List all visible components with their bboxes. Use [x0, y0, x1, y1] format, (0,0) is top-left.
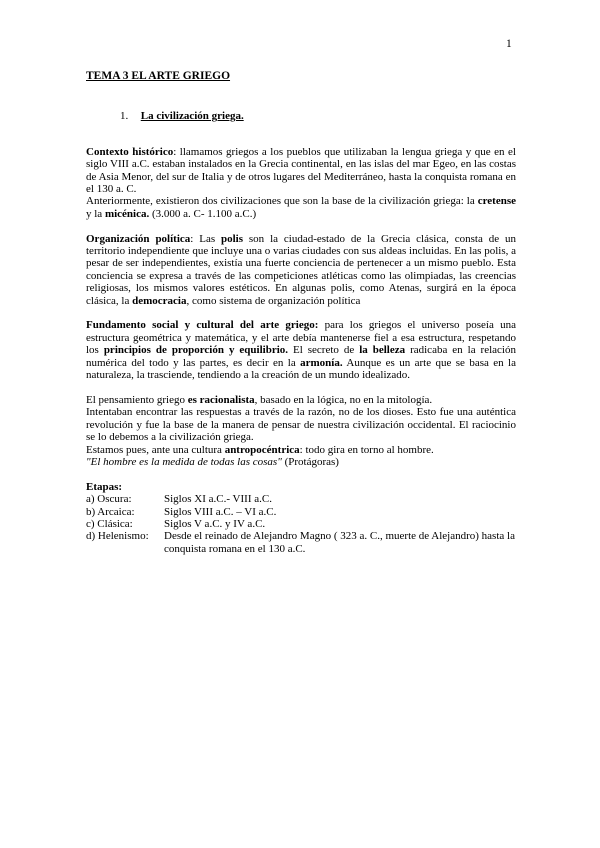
text: : todo gira en torno al hombre. — [299, 443, 434, 456]
term-micenica: micénica. — [104, 207, 150, 220]
text: : Las — [190, 232, 221, 245]
term-belleza: la belleza — [359, 344, 406, 357]
term-fundamento: Fundamento social y cultural del arte griego: — [86, 319, 319, 332]
document-title: TEMA 3 EL ARTE GRIEGO — [86, 70, 231, 82]
text: Aunque es un arte que se basa en la naturaleza, la trasciende, tendiendo a la creación de un mundo idealizado. — [86, 356, 516, 382]
list-item — [86, 530, 516, 555]
etapa-label: c) Clásica: — [86, 517, 133, 530]
term-racionalista: es racionalista — [187, 393, 255, 406]
section-heading — [120, 110, 516, 122]
text: : llamamos griegos a los pueblos que utilizaban la lengua griega y que en el siglo VIII a.C. estaban instalados en la Grecia continental, en las islas del mar Egeo, en las costas de Asia Menor, del sur de Italia y de otros lugares del Mediterráneo, hasta la conquista romana en el 130 a. C. — [86, 145, 516, 196]
term-cretense: cretense — [477, 195, 516, 208]
paragraph-razon: Intentaban encontrar las respuestas a través de la razón, no de los dioses. Esto fue una auténtica revolución y fue la base de la manera de pensar de nuestra civilización occidental. El raciocinio se lo debemos a la civilización griega. — [86, 406, 516, 444]
document-body — [86, 70, 516, 555]
text: Anteriormente, existieron dos civilizaciones que son la base de la civilización griega: la — [86, 195, 478, 208]
page-number: 1 — [506, 38, 512, 50]
paragraph-contexto — [86, 146, 516, 196]
etapa-label: a) Oscura: — [86, 493, 132, 506]
quote-author: (Protágoras) — [281, 455, 339, 468]
paragraph-organizacion — [86, 233, 516, 307]
section-number: 1. — [120, 110, 129, 123]
term-contexto: Contexto histórico — [86, 145, 174, 158]
text: son la ciudad-estado de la Grecia clásica, consta de un territorio independiente que incluye una o varias ciudades con sus aldeas incluidas. En las polis, a pesar de ser independientes, existía una fuerte conciencia de pertenecer a un mismo pueblo. Esta conciencia se expresa a través de las competiciones atléticas como las olimpiadas, las creencias religiosas, los mismos valores estéticos. En algunas polis, como Atenas, surgirá en la época clásica, la — [86, 232, 516, 307]
paragraph-pensamiento — [86, 394, 516, 406]
etapa-label: d) Helenismo: — [86, 530, 149, 543]
term-armonia: armonía. — [300, 356, 343, 369]
etapa-value: Siglos XI a.C.- VIII a.C. — [164, 493, 272, 506]
text: radicaba en la relación numérica del todo y las partes, es decir en la — [86, 344, 516, 369]
etapa-value: Siglos VIII a.C. – VI a.C. — [164, 505, 277, 518]
term-principios: principios de proporción y equilibrio. — [103, 344, 289, 357]
list-item — [86, 493, 516, 505]
term-democracia: democracia — [132, 294, 187, 307]
term-polis: polis — [221, 232, 244, 245]
text: (3.000 a. C- 1.100 a.C.) — [149, 207, 257, 220]
etapa-label: b) Arcaica: — [86, 505, 135, 518]
text: , como sistema de organización política — [186, 294, 361, 307]
paragraph-civilizaciones — [86, 195, 516, 220]
etapas-list — [86, 493, 516, 555]
quote: "El hombre es la medida de todas las cosas" — [86, 455, 282, 468]
term-antropocentrica: antropocéntrica — [224, 443, 300, 456]
term-organizacion: Organización política — [86, 232, 191, 245]
paragraph-quote — [86, 456, 516, 468]
list-item — [86, 506, 516, 518]
text: para los griegos el universo poseía una estructura geométrica y matemática, y el arte debía mantenerse fiel a esa estructura, respetando los — [86, 319, 516, 357]
list-item — [86, 518, 516, 530]
text: El secreto de — [288, 344, 360, 357]
etapas-heading: Etapas: — [86, 480, 123, 493]
section-title: La civilización griega. — [140, 110, 244, 123]
paragraph-antropocentrica — [86, 444, 516, 456]
paragraph-fundamento — [86, 319, 516, 381]
etapa-value: Desde el reinado de Alejandro Magno ( 323 a. C., muerte de Alejandro) hasta la conquista romana en el 130 a.C. — [164, 530, 515, 555]
text: El pensamiento griego — [86, 393, 188, 406]
etapa-value: Siglos V a.C. y IV a.C. — [164, 517, 266, 530]
text: y la — [86, 207, 105, 220]
text: , basado en la lógica, no en la mitología. — [254, 393, 433, 406]
text: Estamos pues, ante una cultura — [86, 443, 225, 456]
